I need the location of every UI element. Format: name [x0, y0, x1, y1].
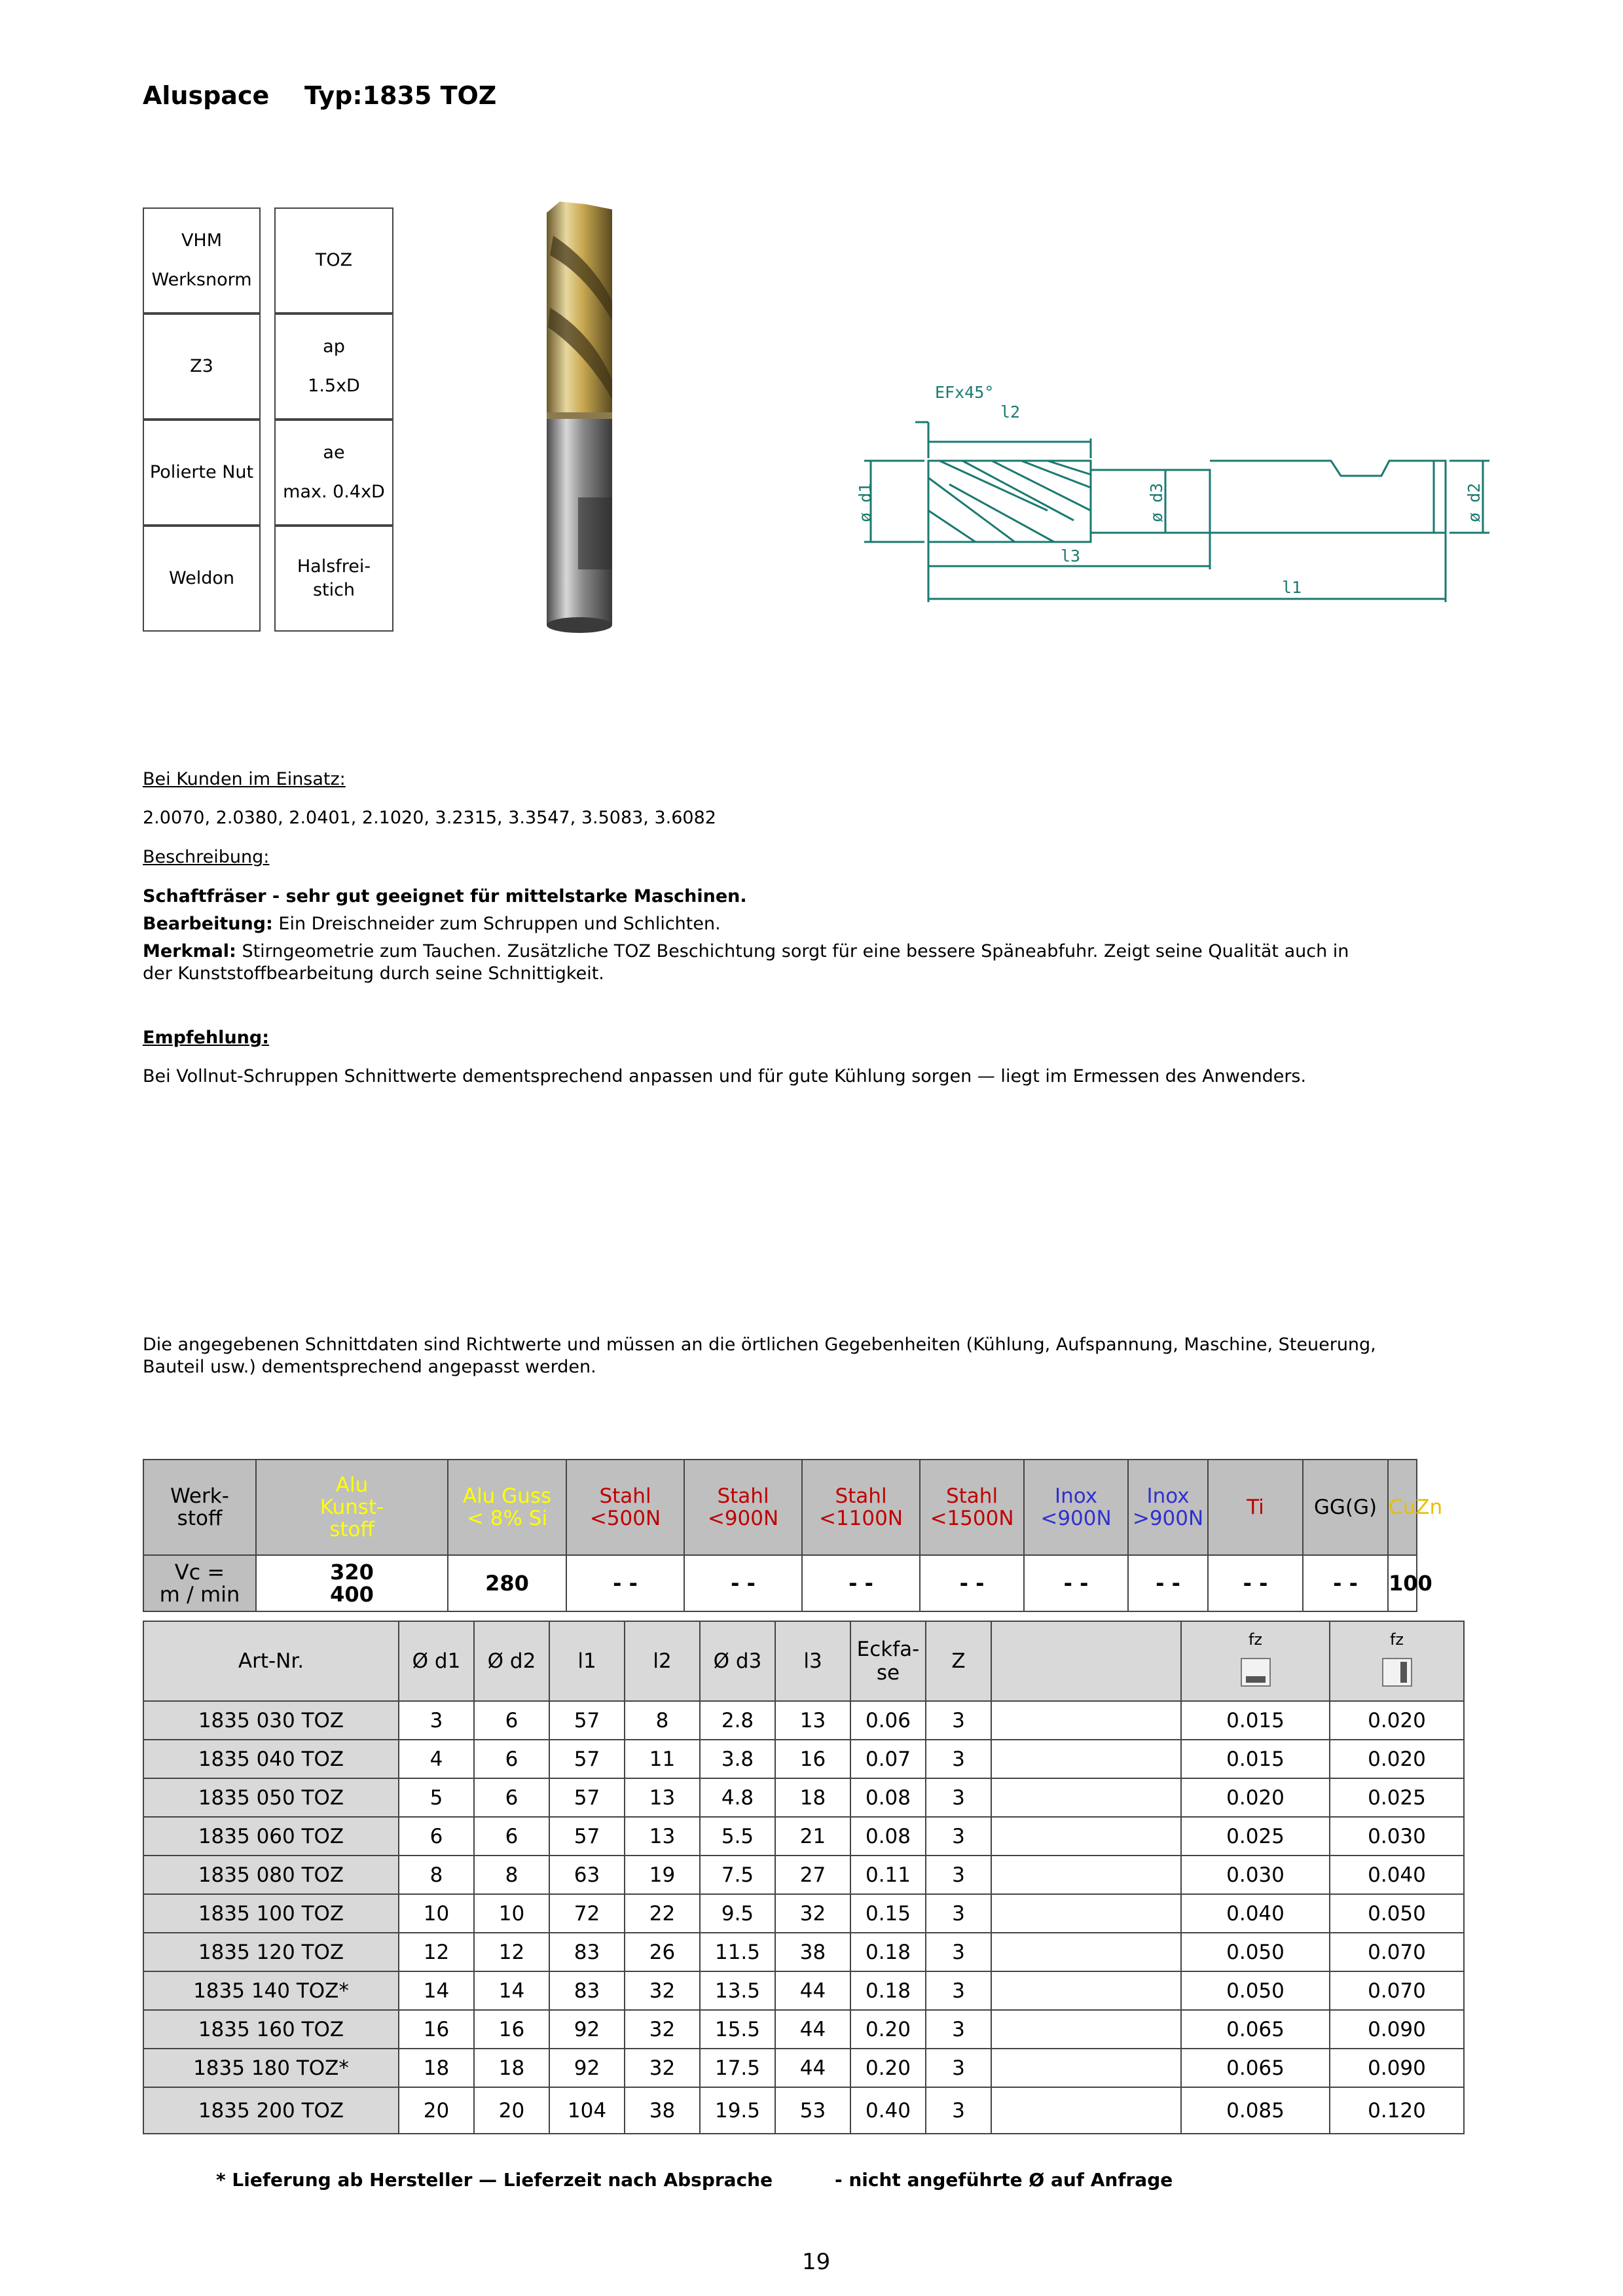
dims-cell: 0.025 — [1330, 1778, 1464, 1817]
article-number: 1835 050 TOZ — [143, 1778, 399, 1817]
brand-name: Aluspace — [143, 81, 270, 110]
dims-cell: 0.40 — [850, 2087, 926, 2134]
customers-list: 2.0070, 2.0380, 2.0401, 2.1020, 3.2315, 3.3547, 3.5083, 3.6082 — [143, 808, 716, 828]
article-number: 1835 080 TOZ — [143, 1856, 399, 1894]
material-column-header: Ti — [1208, 1460, 1303, 1555]
cutting-speed-value: - - — [1024, 1555, 1128, 1611]
dims-cell: 57 — [549, 1778, 625, 1817]
article-number: 1835 160 TOZ — [143, 2010, 399, 2049]
dims-cell: 92 — [549, 2010, 625, 2049]
cutting-speed-value: - - — [920, 1555, 1024, 1611]
dims-cell: 0.06 — [850, 1701, 926, 1740]
dims-cell: 44 — [775, 1971, 850, 2010]
dims-cell: 4.8 — [700, 1778, 775, 1817]
other-diameters-note: - nicht angeführte Ø auf Anfrage — [835, 2169, 1173, 2191]
cutting-speed-value: 100 — [1388, 1555, 1417, 1611]
dims-column-header: Z — [926, 1621, 991, 1701]
dims-cell: 10 — [474, 1894, 549, 1933]
spec-neck — [274, 526, 393, 632]
dims-cell: 13 — [775, 1701, 850, 1740]
materials-table — [143, 1459, 1443, 1612]
machining-value: Ein Dreischneider zum Schruppen und Schlichten. — [272, 914, 721, 934]
dims-cell — [991, 1778, 1181, 1817]
machining-text — [143, 913, 721, 935]
dims-cell: 0.120 — [1330, 2087, 1464, 2134]
dims-cell: 0.065 — [1181, 2010, 1330, 2049]
dims-cell: 0.030 — [1330, 1817, 1464, 1856]
dims-cell: 8 — [625, 1701, 700, 1740]
dims-cell: 57 — [549, 1740, 625, 1778]
dims-cell: 0.050 — [1181, 1933, 1330, 1971]
table-row — [143, 1740, 1464, 1778]
cutting-part — [928, 461, 1091, 542]
dims-cell: 0.15 — [850, 1894, 926, 1933]
dims-cell: 3 — [926, 1778, 991, 1817]
article-number: 1835 030 TOZ — [143, 1701, 399, 1740]
table-row — [143, 1778, 1464, 1817]
table-row — [143, 1971, 1464, 2010]
end-mill-photo — [520, 196, 638, 641]
spec-line: max. 0.4xD — [283, 482, 385, 502]
dims-cell: 0.11 — [850, 1856, 926, 1894]
dims-cell: 11.5 — [700, 1933, 775, 1971]
dims-cell: 0.18 — [850, 1971, 926, 2010]
description-heading: Beschreibung: — [143, 847, 270, 867]
dims-cell: 0.040 — [1181, 1894, 1330, 1933]
feature-label: Merkmal: — [143, 941, 236, 961]
dims-cell: 104 — [549, 2087, 625, 2134]
dims-cell: 3.8 — [700, 1740, 775, 1778]
dims-cell: 7.5 — [700, 1856, 775, 1894]
dims-cell: 38 — [775, 1933, 850, 1971]
dims-cell: 83 — [549, 1971, 625, 2010]
l3-label: l3 — [1061, 547, 1081, 565]
dims-cell: 26 — [625, 1933, 700, 1971]
material-column-header: Inox <900N — [1024, 1460, 1128, 1555]
material-column-header: Alu Kunst- stoff — [256, 1460, 448, 1555]
material-column-header: Stahl <1100N — [802, 1460, 920, 1555]
cutting-speed-value: - - — [1303, 1555, 1388, 1611]
chamfer-label: EFx45° — [935, 383, 994, 402]
dims-cell: 72 — [549, 1894, 625, 1933]
dims-column-header: Art-Nr. — [143, 1621, 399, 1701]
dims-cell — [991, 1701, 1181, 1740]
l1-label: l1 — [1282, 578, 1302, 597]
dims-cell: 8 — [474, 1856, 549, 1894]
material-column-header: Stahl <900N — [684, 1460, 802, 1555]
dims-cell: 0.070 — [1330, 1933, 1464, 1971]
dims-cell: 3 — [926, 2087, 991, 2134]
dims-cell: 6 — [474, 1817, 549, 1856]
feature-value: Stirngeometrie zum Tauchen. Zusätzliche TOZ Beschichtung sorgt für eine bessere Späneabfuhr. Zeigt seine Qualität auch in der Kunststoffbearbeitung durch seine Schnittigkeit. — [143, 941, 1349, 984]
d3-label: ø d3 — [1147, 482, 1166, 522]
article-number: 1835 100 TOZ — [143, 1894, 399, 1933]
dims-cell: 17.5 — [700, 2049, 775, 2087]
dims-cell: 3 — [926, 1894, 991, 1933]
d1-label: ø d1 — [856, 482, 875, 522]
table-row — [143, 1817, 1464, 1856]
technical-drawing — [851, 380, 1512, 615]
cutting-speed-value: - - — [802, 1555, 920, 1611]
cutting-speed-value: - - — [684, 1555, 802, 1611]
material-column-header: Stahl <500N — [566, 1460, 684, 1555]
article-number: 1835 180 TOZ* — [143, 2049, 399, 2087]
dims-cell — [991, 2049, 1181, 2087]
dims-cell: 11 — [625, 1740, 700, 1778]
dims-column-header: Ø d1 — [399, 1621, 474, 1701]
dims-cell: 3 — [926, 1856, 991, 1894]
dims-cell: 32 — [625, 1971, 700, 2010]
cutting-speed-value: 280 — [448, 1555, 566, 1611]
dims-cell: 57 — [549, 1817, 625, 1856]
dims-cell: 57 — [549, 1701, 625, 1740]
dims-cell: 4 — [399, 1740, 474, 1778]
dims-cell: 0.050 — [1181, 1971, 1330, 2010]
shank-part — [1210, 461, 1446, 533]
dims-cell: 0.015 — [1181, 1701, 1330, 1740]
material-column-header: Inox >900N — [1128, 1460, 1208, 1555]
dims-cell: 18 — [775, 1778, 850, 1817]
cutting-data-note: Die angegebenen Schnittdaten sind Richtwerte und müssen an die örtlichen Gegebenheiten (Kühlung, Aufspannung, Maschine, Steuerung, Bauteil usw.) dementsprechend angepasst werden. — [143, 1335, 1376, 1377]
dims-cell: 14 — [399, 1971, 474, 2010]
dims-cell: 13.5 — [700, 1971, 775, 2010]
table-row — [143, 2010, 1464, 2049]
dims-column-header — [991, 1621, 1181, 1701]
delivery-note: * Lieferung ab Hersteller — Lieferzeit nach Absprache — [216, 2169, 773, 2191]
dims-cell: 12 — [474, 1933, 549, 1971]
spec-shank — [143, 526, 261, 632]
side-milling-icon — [1382, 1658, 1412, 1687]
dims-cell: 18 — [399, 2049, 474, 2087]
article-number: 1835 140 TOZ* — [143, 1971, 399, 2010]
dims-column-header: l1 — [549, 1621, 625, 1701]
dims-cell: 92 — [549, 2049, 625, 2087]
dims-column-header: Ø d2 — [474, 1621, 549, 1701]
dims-cell: 9.5 — [700, 1894, 775, 1933]
dims-cell: 21 — [775, 1817, 850, 1856]
spec-line: TOZ — [315, 250, 353, 270]
dims-cell: 20 — [474, 2087, 549, 2134]
dims-column-header: Ø d3 — [700, 1621, 775, 1701]
dims-cell: 0.08 — [850, 1778, 926, 1817]
spec-line: ap — [323, 336, 345, 357]
dims-cell: 0.020 — [1330, 1740, 1464, 1778]
dims-cell: 6 — [399, 1817, 474, 1856]
product-type: Typ:1835 TOZ — [304, 81, 497, 110]
dims-cell: 0.030 — [1181, 1856, 1330, 1894]
dims-cell: 3 — [926, 1701, 991, 1740]
dims-cell: 53 — [775, 2087, 850, 2134]
dims-cell: 0.20 — [850, 2010, 926, 2049]
page-number: 19 — [802, 2249, 831, 2275]
dims-cell: 44 — [775, 2010, 850, 2049]
dims-cell: 0.065 — [1181, 2049, 1330, 2087]
dims-cell: 2.8 — [700, 1701, 775, 1740]
dims-cell: 0.020 — [1330, 1701, 1464, 1740]
spec-line: Halsfrei- — [297, 556, 371, 577]
dims-cell: 0.090 — [1330, 2049, 1464, 2087]
dims-cell: 63 — [549, 1856, 625, 1894]
dims-cell — [991, 1740, 1181, 1778]
dims-cell: 22 — [625, 1894, 700, 1933]
machining-label: Bearbeitung: — [143, 914, 273, 934]
dims-cell: 0.07 — [850, 1740, 926, 1778]
article-number: 1835 060 TOZ — [143, 1817, 399, 1856]
dims-cell: 0.015 — [1181, 1740, 1330, 1778]
recommendation-heading: Empfehlung: — [143, 1028, 270, 1048]
dims-cell: 83 — [549, 1933, 625, 1971]
dims-cell: 27 — [775, 1856, 850, 1894]
dims-column-header — [1181, 1621, 1330, 1701]
dims-cell — [991, 1817, 1181, 1856]
feature-text — [143, 941, 1374, 985]
dims-cell: 19 — [625, 1856, 700, 1894]
dims-cell: 0.020 — [1181, 1778, 1330, 1817]
dims-cell: 8 — [399, 1856, 474, 1894]
dimensions-table — [143, 1621, 1465, 2134]
spec-line: ae — [323, 442, 345, 463]
customers-heading: Bei Kunden im Einsatz: — [143, 769, 346, 789]
spec-polished — [143, 420, 261, 526]
dims-cell: 14 — [474, 1971, 549, 2010]
l2-label: l2 — [1000, 403, 1021, 422]
dims-cell: 3 — [926, 2049, 991, 2087]
dims-cell: 20 — [399, 2087, 474, 2134]
material-column-header: CuZn — [1388, 1460, 1417, 1555]
dims-cell: 16 — [775, 1740, 850, 1778]
dims-cell: 32 — [775, 1894, 850, 1933]
cutting-speed-value: 320 400 — [256, 1555, 448, 1611]
material-column-header: Stahl <1500N — [920, 1460, 1024, 1555]
dims-cell: 0.070 — [1330, 1971, 1464, 2010]
dims-cell: 44 — [775, 2049, 850, 2087]
dims-cell: 3 — [926, 1971, 991, 2010]
dims-cell — [991, 2010, 1181, 2049]
dims-cell: 0.085 — [1181, 2087, 1330, 2134]
dims-cell: 0.08 — [850, 1817, 926, 1856]
dims-cell: 3 — [926, 2010, 991, 2049]
dims-cell: 32 — [625, 2049, 700, 2087]
spec-line: Z3 — [190, 356, 213, 376]
dims-column-header: l2 — [625, 1621, 700, 1701]
cutting-speed-value: - - — [1208, 1555, 1303, 1611]
dims-cell: 3 — [926, 1740, 991, 1778]
dims-cell: 0.090 — [1330, 2010, 1464, 2049]
dims-cell — [991, 1933, 1181, 1971]
dims-cell: 38 — [625, 2087, 700, 2134]
dims-cell: 0.18 — [850, 1933, 926, 1971]
dims-cell: 6 — [474, 1701, 549, 1740]
cutting-speed-value: - - — [1128, 1555, 1208, 1611]
description-title: Schaftfräser - sehr gut geeignet für mittelstarke Maschinen. — [143, 886, 747, 906]
dims-cell: 10 — [399, 1894, 474, 1933]
material-column-header: GG(G) — [1303, 1460, 1388, 1555]
spec-ap — [274, 314, 393, 420]
dims-cell: 3 — [399, 1701, 474, 1740]
material-column-header: Alu Guss < 8% Si — [448, 1460, 566, 1555]
dims-cell: 6 — [474, 1740, 549, 1778]
article-number: 1835 040 TOZ — [143, 1740, 399, 1778]
dims-cell: 12 — [399, 1933, 474, 1971]
material-header-label: Werk- stoff — [143, 1460, 256, 1555]
spec-line: Werksnorm — [151, 270, 252, 290]
recommendation-text: Bei Vollnut-Schruppen Schnittwerte dementsprechend anpassen und für gute Kühlung sorgen — liegt im Ermessen des Anwenders. — [143, 1066, 1307, 1086]
spec-line: 1.5xD — [308, 376, 360, 396]
dims-cell: 5.5 — [700, 1817, 775, 1856]
dims-cell: 0.025 — [1181, 1817, 1330, 1856]
spec-line: VHM — [181, 230, 223, 251]
dims-cell: 19.5 — [700, 2087, 775, 2134]
spec-line: Weldon — [169, 568, 234, 588]
dims-cell: 3 — [926, 1817, 991, 1856]
spec-line: stich — [312, 580, 356, 600]
cutting-speed-value: - - — [566, 1555, 684, 1611]
dims-cell — [991, 1856, 1181, 1894]
dims-column-header: l3 — [775, 1621, 850, 1701]
d2-label: ø d2 — [1465, 482, 1484, 522]
dims-cell: 5 — [399, 1778, 474, 1817]
table-row — [143, 1701, 1464, 1740]
dims-cell: 13 — [625, 1778, 700, 1817]
dims-cell: 16 — [474, 2010, 549, 2049]
table-row — [143, 1894, 1464, 1933]
feed-label: fz — [1389, 1630, 1404, 1649]
dims-cell: 0.040 — [1330, 1856, 1464, 1894]
article-number: 1835 120 TOZ — [143, 1933, 399, 1971]
table-row — [143, 1856, 1464, 1894]
spec-flutes — [143, 314, 261, 420]
dims-column-header — [1330, 1621, 1464, 1701]
table-row — [143, 2049, 1464, 2087]
article-number: 1835 200 TOZ — [143, 2087, 399, 2134]
dims-cell: 3 — [926, 1933, 991, 1971]
slotting-icon — [1241, 1658, 1271, 1687]
feed-label: fz — [1248, 1630, 1263, 1649]
spec-line: Polierte Nut — [149, 462, 254, 482]
table-row — [143, 2087, 1464, 2134]
dims-cell: 16 — [399, 2010, 474, 2049]
dims-cell: 15.5 — [700, 2010, 775, 2049]
dims-cell: 0.050 — [1330, 1894, 1464, 1933]
vc-label: Vc = m / min — [143, 1555, 256, 1611]
dims-cell: 13 — [625, 1817, 700, 1856]
spec-coating — [274, 207, 393, 314]
dims-cell: 18 — [474, 2049, 549, 2087]
dims-column-header: Eckfa- se — [850, 1621, 926, 1701]
spec-ae — [274, 420, 393, 526]
dims-cell — [991, 2087, 1181, 2134]
table-row — [143, 1933, 1464, 1971]
dims-cell — [991, 1894, 1181, 1933]
dims-cell: 0.20 — [850, 2049, 926, 2087]
dims-cell — [991, 1971, 1181, 2010]
dims-cell: 32 — [625, 2010, 700, 2049]
dims-cell: 6 — [474, 1778, 549, 1817]
spec-material — [143, 207, 261, 314]
